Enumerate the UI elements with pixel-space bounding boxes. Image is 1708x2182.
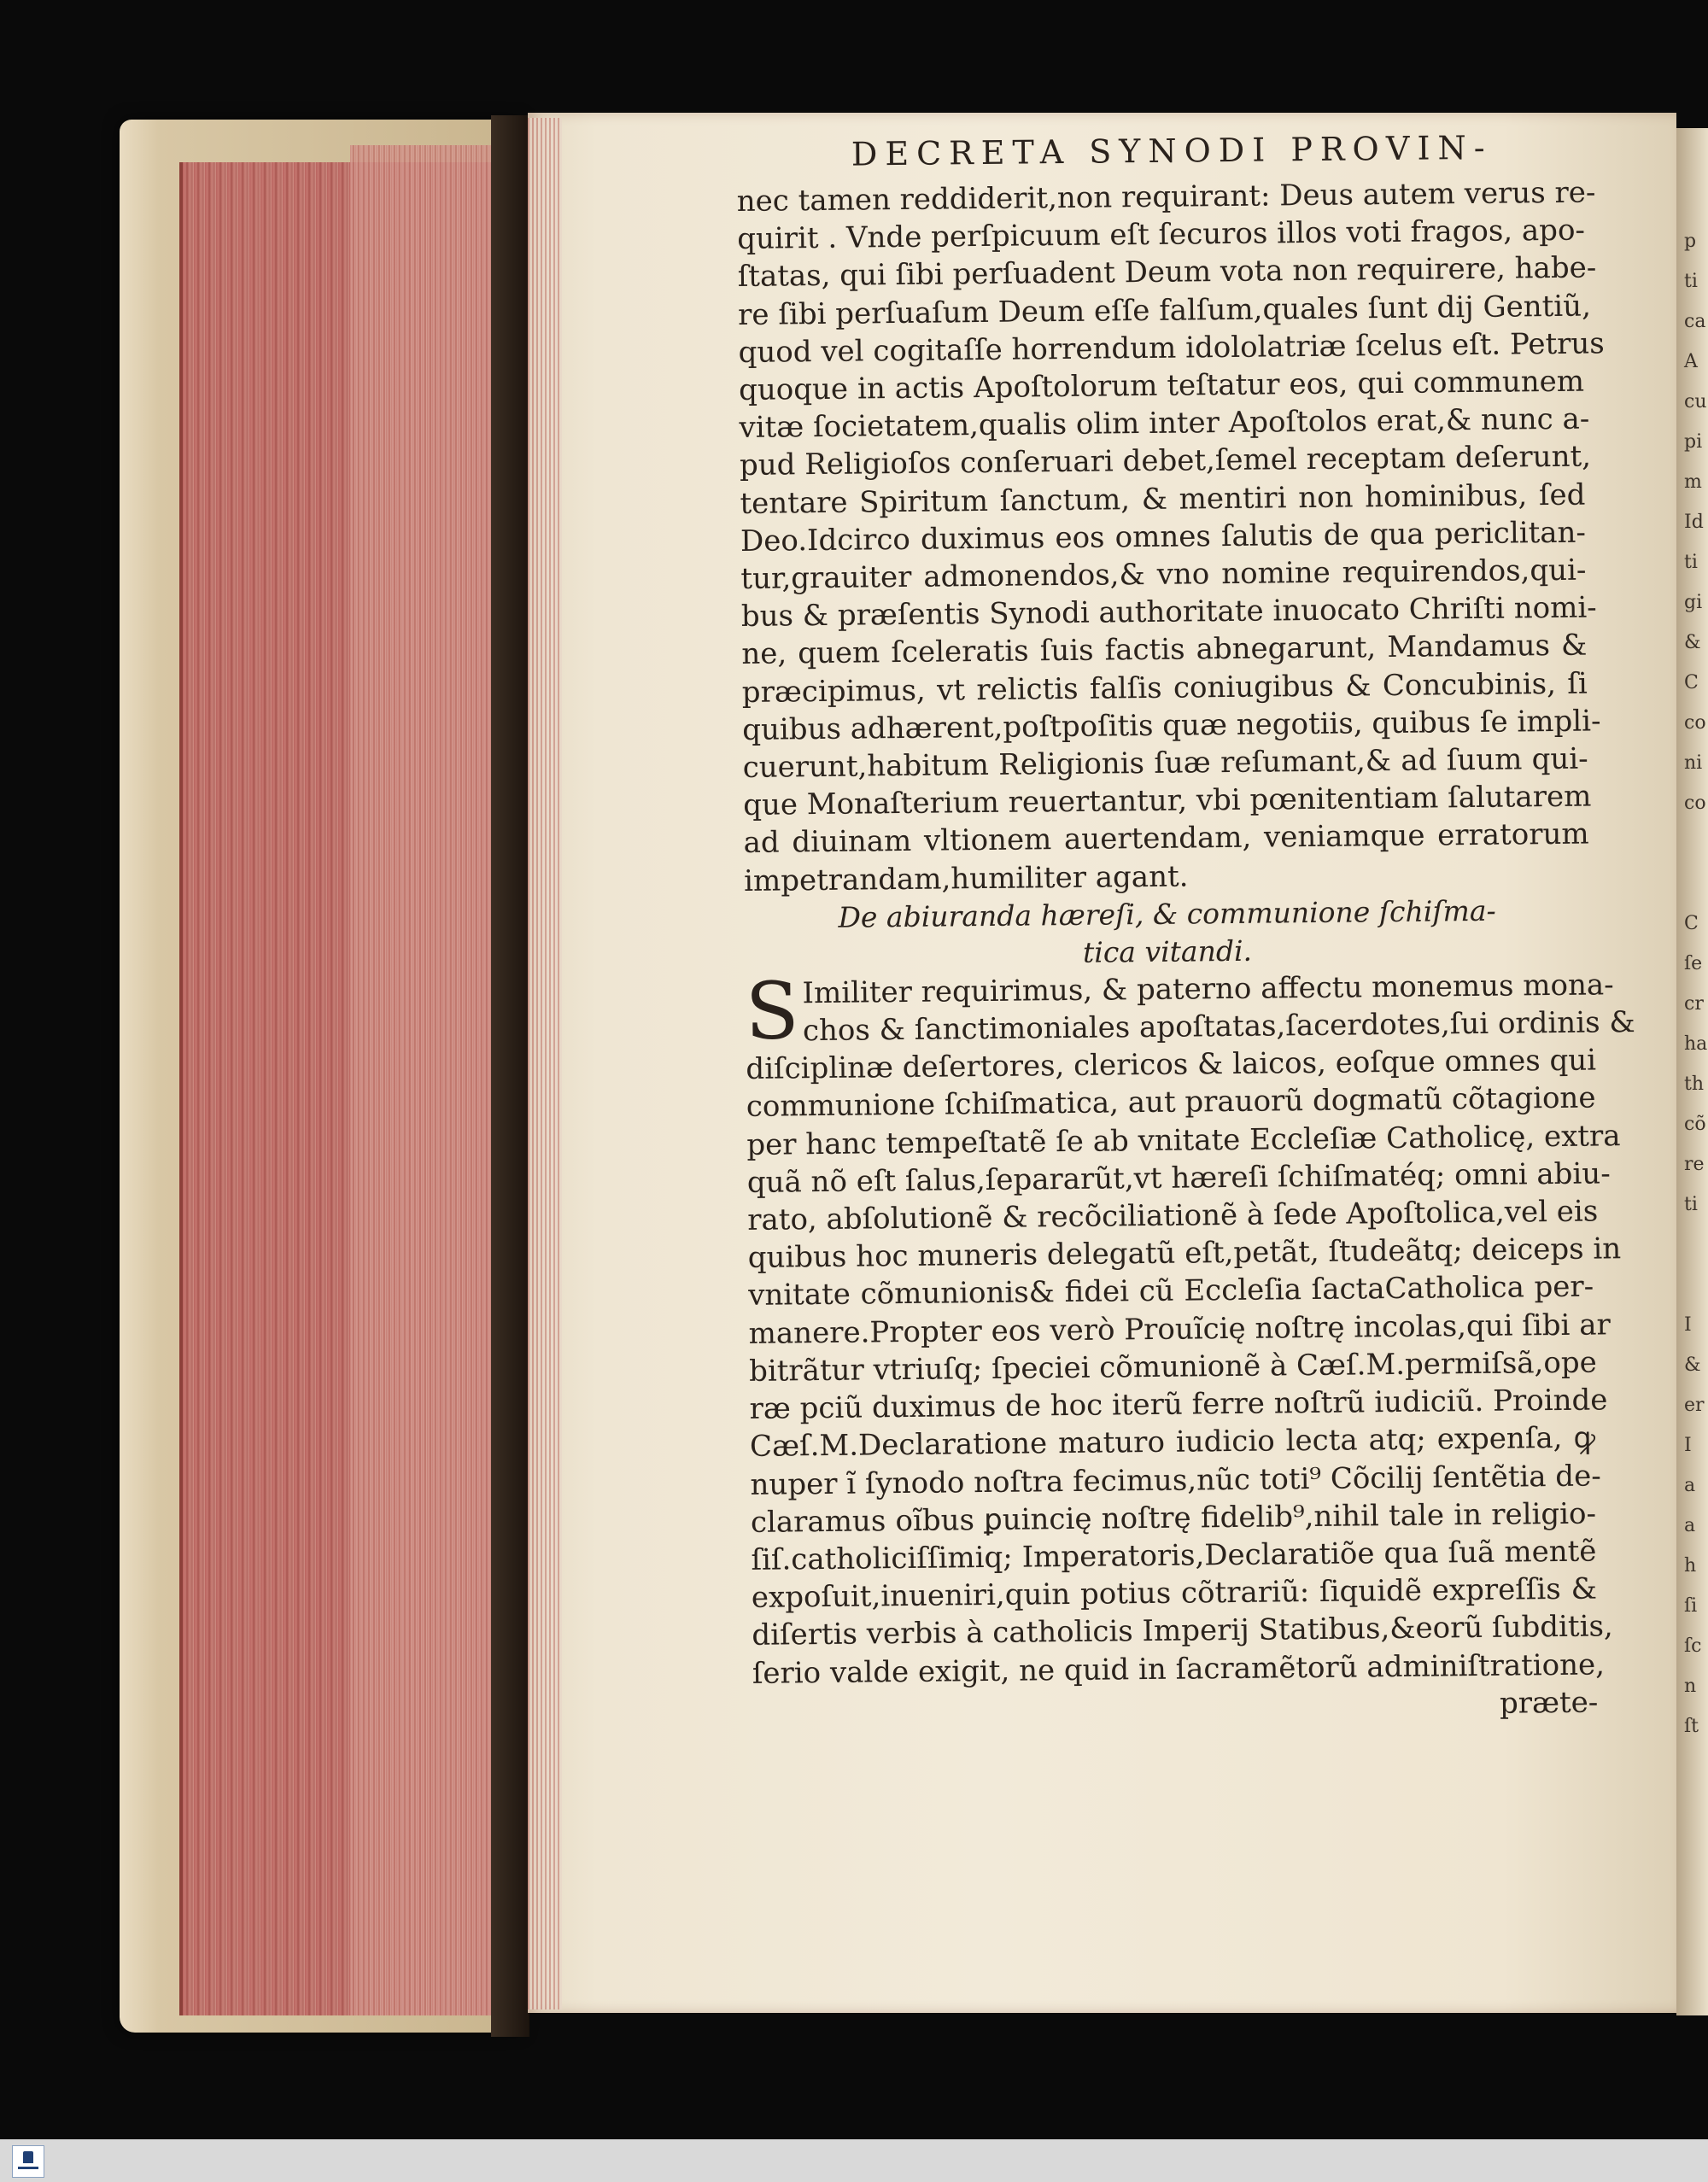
text-line: tentare Spiritum ſanctum, & mentiri non hominibus, ſed: [740, 477, 1586, 521]
library-logo-icon: [12, 2145, 44, 2178]
adjacent-page-glyph: A: [1684, 351, 1698, 372]
adjacent-page-glyph: co: [1684, 712, 1706, 734]
drop-capital: S: [745, 965, 800, 1057]
section-heading: [744, 891, 1590, 974]
adjacent-page-glyph: &: [1684, 632, 1701, 653]
text-line: ad diuinam vltionem auertendam, veniamque erratorum: [743, 817, 1589, 861]
adjacent-page-glyph: cr: [1684, 993, 1704, 1015]
adjacent-page-glyph: er: [1684, 1395, 1705, 1416]
text-line: que Monaſterium reuertantur, vbi pœnitentiam ſalutarem: [742, 779, 1592, 823]
adjacent-page-glyph: ti: [1684, 1194, 1698, 1215]
adjacent-page-glyph: C: [1684, 913, 1699, 934]
adjacent-page-glyph: h: [1684, 1555, 1697, 1577]
adjacent-page-glyph: co: [1684, 793, 1706, 814]
page-text: [736, 128, 1635, 1730]
adjacent-page-glyph: ſe: [1684, 953, 1703, 974]
text-line: nec tamen reddiderit,non requirant: Deus autem verus re-: [736, 175, 1596, 219]
adjacent-page-glyph: a: [1684, 1515, 1696, 1536]
section-heading-line: De abiuranda hæreſi, & communione ſchiſma-: [838, 893, 1496, 934]
text-line: ſtatas, qui ſibi perſuadent Deum vota non requirere, habe-: [737, 250, 1597, 295]
adjacent-page-glyph: p: [1684, 231, 1697, 252]
adjacent-page-glyph: m: [1684, 471, 1702, 493]
text-line: quirit . Vnde perſpicuum eſt ſecuros illos voti fragos, apo-: [737, 213, 1586, 257]
adjacent-page-glyph: ſc: [1684, 1635, 1702, 1657]
adjacent-page-glyph: a: [1684, 1475, 1696, 1496]
adjacent-page-glyph: cu: [1684, 391, 1707, 412]
text-line: pud Religioſos conſeruari debet,ſemel receptam deſerunt,: [739, 439, 1592, 483]
adjacent-page-glyph: ſt: [1684, 1716, 1699, 1737]
text-line: ne, quem ſceleratis ſuis factis abnegarunt, Mandamus &: [741, 629, 1588, 672]
text-line: quã nõ eſt ſalus,ſepararũt,vt hæreſi ſchiſmatéq; omni abiu-: [746, 1156, 1611, 1200]
viewer-footer-bar: [0, 2139, 1708, 2182]
paragraph-apostates: [736, 174, 1605, 900]
text-line: re ſibi perſuaſum Deum eſſe falſum,quales ſunt dij Gentiũ,: [737, 289, 1592, 332]
adjacent-page-glyph: ca: [1684, 311, 1706, 332]
page-fore-edge-stack: [350, 145, 491, 2015]
adjacent-page-glyph: ni: [1684, 752, 1703, 774]
adjacent-page-glyph: gi: [1684, 592, 1703, 613]
text-line: cuerunt,habitum Religionis ſuæ reſumant,& ad ſuum qui-: [742, 741, 1588, 786]
text-line: præcipimus, vt relictis falſis coniugibus & Concubinis, ſi: [741, 666, 1588, 710]
adjacent-page-glyph: pi: [1684, 431, 1703, 453]
text-line: claramus oĩbus ꝑuincię noſtrę fidelib⁹,nihil tale in religio-: [750, 1496, 1597, 1540]
gutter-shadow: [491, 115, 529, 2037]
text-line: Deo.Idcirco duximus eos omnes ſalutis de qua periclitan-: [740, 515, 1587, 559]
text-line: expoſuit,inueniri,quin potius cõtrariũ: ſiquidẽ expreſſis &: [751, 1571, 1598, 1616]
adjacent-page-glyph: ſi: [1684, 1595, 1698, 1617]
text-line: bitrãtur vtriuſq; ſpeciei cõmunionẽ à Cæſ.M.permiſsã,ope: [748, 1345, 1597, 1389]
adjacent-page-glyph: &: [1684, 1354, 1701, 1376]
adjacent-page-glyph: cõ: [1684, 1114, 1706, 1135]
adjacent-page-glyph: C: [1684, 672, 1699, 693]
text-line: communione ſchiſmatica, aut prauorũ dogmatũ cõtagione: [746, 1080, 1596, 1125]
text-line: quoque in actis Apoſtolorum teſtatur eos, qui communem: [738, 364, 1585, 407]
adjacent-page-glyph: th: [1684, 1073, 1705, 1095]
adjacent-page-glyph: Id: [1684, 512, 1704, 533]
adjacent-page-glyph: re: [1684, 1154, 1705, 1175]
text-line: quibus hoc muneris delegatũ eſt,petãt, ſtudeãtq; deiceps in: [747, 1231, 1622, 1276]
text-line: diſciplinæ deſertores, clericos & laicos, eoſque omnes qui: [746, 1043, 1597, 1087]
paragraph-schism: [745, 965, 1635, 1692]
catchword: præte-: [1499, 1685, 1599, 1721]
adjacent-page-glyph: ti: [1684, 552, 1698, 573]
text-line: Imiliter requirimus, & paterno affectu monemus mona-: [802, 968, 1614, 1011]
text-line: bus & præſentis Synodi authoritate inuocato Chriſti nomi-: [740, 590, 1597, 635]
adjacent-page-glyph: n: [1684, 1676, 1697, 1697]
adjacent-page-glyph: I: [1684, 1314, 1692, 1336]
text-line: chos & ſanctimoniales apoſtatas,ſacerdotes,ſui ordinis &: [802, 1005, 1635, 1049]
adjacent-page-glyph: ti: [1684, 271, 1698, 292]
text-line: quod vel cogitaſſe horrendum idololatriæ ſcelus eſt. Petrus: [738, 326, 1605, 370]
adjacent-page-glyph: ha: [1684, 1033, 1708, 1055]
text-line: per hanc tempeſtatẽ ſe ab vnitate Eccleſiæ Catholicę, extra: [746, 1118, 1621, 1162]
text-line: quibus adhærent,poſtpoſitis quæ negotiis, quibus ſe impli-: [742, 704, 1601, 747]
page-stack-edge: [528, 118, 562, 2009]
text-line: vnitate cõmunionis& fidei cũ Eccleſia ſactaCatholica per-: [748, 1270, 1594, 1313]
text-line: ſerio valde exigit, ne quid in ſacramẽtorũ adminiſtratione,: [752, 1647, 1606, 1691]
text-line: ræ pciũ duximus de hoc iterũ ferre noſtrũ iudiciũ. Proinde: [749, 1383, 1608, 1427]
text-line: impetrandam,humiliter agant.: [743, 859, 1189, 898]
text-line: vitæ ſocietatem,qualis olim inter Apoſtolos erat,& nunc a-: [739, 401, 1590, 446]
text-line: tur,grauiter admonendos,& vno nomine requirendos,qui-: [740, 553, 1587, 597]
section-heading-line: tica vitandi.: [1082, 933, 1253, 969]
text-line: rato, abſolutionẽ & recõciliationẽ à ſede Apoſtolica,vel eis: [747, 1194, 1599, 1238]
text-line: nuper ĩ ſynodo noſtra fecimus,nũc toti⁹ Cõcilij ſentẽtia de-: [750, 1458, 1601, 1502]
text-line: diſertis verbis à catholicis Imperij Statibus,&eorũ ſubditis,: [752, 1609, 1613, 1653]
text-line: Cæſ.M.Declaratione maturo iudicio lecta atq; expenſa, ꝙ: [749, 1420, 1596, 1465]
running-head: DECRETA SYNODI PROVIN-: [851, 128, 1493, 173]
text-line: ſiſ.catholiciſſimiq; Imperatoris,Declaratiõe qua ſuã mentẽ: [751, 1534, 1597, 1577]
text-line: manere.Propter eos verò Prouĩcię noſtrę incolas,qui ſibi ar: [748, 1307, 1611, 1351]
adjacent-page-glyph: I: [1684, 1435, 1692, 1456]
